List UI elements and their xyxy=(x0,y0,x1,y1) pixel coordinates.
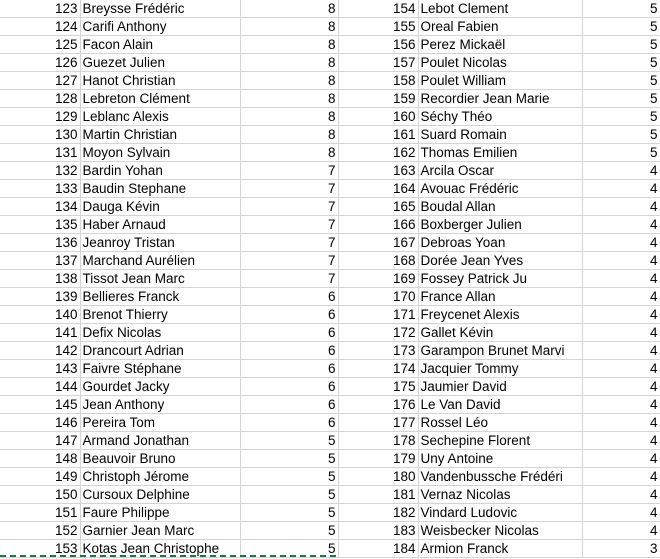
rank-cell-left[interactable]: 127 xyxy=(0,72,80,90)
score-cell-right[interactable]: 4 xyxy=(582,270,660,288)
rank-cell-left[interactable]: 133 xyxy=(0,180,80,198)
name-cell-right[interactable]: Garampon Brunet Marvi xyxy=(418,342,582,360)
score-cell-right[interactable]: 4 xyxy=(582,306,660,324)
name-cell-left[interactable]: Faure Philippe xyxy=(80,504,240,522)
rank-cell-left[interactable]: 131 xyxy=(0,144,80,162)
score-cell-left[interactable]: 7 xyxy=(240,234,338,252)
rank-cell-right[interactable]: 180 xyxy=(338,468,418,486)
score-cell-right[interactable]: 5 xyxy=(582,54,660,72)
rank-cell-right[interactable]: 172 xyxy=(338,324,418,342)
score-cell-left[interactable]: 6 xyxy=(240,396,338,414)
rank-cell-right[interactable]: 176 xyxy=(338,396,418,414)
rank-cell-left[interactable]: 139 xyxy=(0,288,80,306)
rank-cell-right[interactable]: 156 xyxy=(338,36,418,54)
score-cell-left[interactable]: 8 xyxy=(240,126,338,144)
table-row xyxy=(0,468,660,486)
name-cell-left[interactable]: Jeanroy Tristan xyxy=(80,234,240,252)
table-row xyxy=(0,252,660,270)
score-cell-left[interactable]: 5 xyxy=(240,522,338,540)
name-cell-left[interactable]: Dauga Kévin xyxy=(80,198,240,216)
rank-cell-left[interactable]: 144 xyxy=(0,378,80,396)
table-row xyxy=(0,414,660,432)
table-row xyxy=(0,396,660,414)
score-cell-left[interactable]: 8 xyxy=(240,108,338,126)
rank-cell-right[interactable]: 181 xyxy=(338,486,418,504)
name-cell-left[interactable]: Tissot Jean Marc xyxy=(80,270,240,288)
name-cell-right[interactable]: Thomas Emilien xyxy=(418,144,582,162)
score-cell-left[interactable]: 5 xyxy=(240,432,338,450)
name-cell-left[interactable]: Gourdet Jacky xyxy=(80,378,240,396)
table-row xyxy=(0,126,660,144)
table-row xyxy=(0,342,660,360)
name-cell-right[interactable]: Dorée Jean Yves xyxy=(418,252,582,270)
score-cell-right[interactable]: 4 xyxy=(582,396,660,414)
rank-cell-right[interactable]: 157 xyxy=(338,54,418,72)
rank-cell-left[interactable]: 125 xyxy=(0,36,80,54)
rank-cell-right[interactable]: 168 xyxy=(338,252,418,270)
table-row xyxy=(0,504,660,522)
name-cell-left[interactable]: Carifi Anthony xyxy=(80,18,240,36)
score-cell-right[interactable]: 5 xyxy=(582,72,660,90)
table-row xyxy=(0,324,660,342)
rank-cell-right[interactable]: 173 xyxy=(338,342,418,360)
name-cell-left[interactable]: Beauvoir Bruno xyxy=(80,450,240,468)
score-cell-right[interactable]: 4 xyxy=(582,522,660,540)
score-cell-left[interactable]: 6 xyxy=(240,360,338,378)
name-cell-left[interactable]: Brenot Thierry xyxy=(80,306,240,324)
rank-cell-right[interactable]: 169 xyxy=(338,270,418,288)
score-cell-left[interactable]: 7 xyxy=(240,180,338,198)
rank-cell-right[interactable]: 159 xyxy=(338,90,418,108)
name-cell-right[interactable]: Recordier Jean Marie xyxy=(418,90,582,108)
name-cell-left[interactable]: Drancourt Adrian xyxy=(80,342,240,360)
score-cell-left[interactable]: 8 xyxy=(240,18,338,36)
name-cell-right[interactable]: Arcila Oscar xyxy=(418,162,582,180)
rank-cell-right[interactable]: 166 xyxy=(338,216,418,234)
rank-cell-left[interactable]: 149 xyxy=(0,468,80,486)
table-row xyxy=(0,18,660,36)
score-cell-right[interactable]: 4 xyxy=(582,486,660,504)
rank-cell-left[interactable]: 146 xyxy=(0,414,80,432)
score-cell-left[interactable]: 7 xyxy=(240,162,338,180)
name-cell-right[interactable]: Suard Romain xyxy=(418,126,582,144)
table-row xyxy=(0,72,660,90)
table-row xyxy=(0,0,660,18)
name-cell-right[interactable]: Avouac Frédéric xyxy=(418,180,582,198)
name-cell-right[interactable]: Jacquier Tommy xyxy=(418,360,582,378)
rank-cell-right[interactable]: 161 xyxy=(338,126,418,144)
rank-cell-left[interactable]: 137 xyxy=(0,252,80,270)
table-row xyxy=(0,522,660,540)
rank-cell-right[interactable]: 171 xyxy=(338,306,418,324)
score-cell-right[interactable]: 4 xyxy=(582,342,660,360)
name-cell-left[interactable]: Defix Nicolas xyxy=(80,324,240,342)
name-cell-left[interactable]: Pereira Tom xyxy=(80,414,240,432)
score-cell-right[interactable]: 5 xyxy=(582,90,660,108)
rank-cell-right[interactable]: 177 xyxy=(338,414,418,432)
score-cell-right[interactable]: 4 xyxy=(582,432,660,450)
name-cell-right[interactable]: Armion Franck xyxy=(418,540,582,558)
rank-cell-left[interactable]: 124 xyxy=(0,18,80,36)
name-cell-left[interactable]: Faivre Stéphane xyxy=(80,360,240,378)
name-cell-right[interactable]: Debroas Yoan xyxy=(418,234,582,252)
score-cell-right[interactable]: 5 xyxy=(582,18,660,36)
rank-cell-left[interactable]: 152 xyxy=(0,522,80,540)
score-cell-right[interactable]: 3 xyxy=(582,540,660,558)
name-cell-right[interactable]: Boxberger Julien xyxy=(418,216,582,234)
name-cell-right[interactable]: France Allan xyxy=(418,288,582,306)
rank-cell-left[interactable]: 123 xyxy=(0,0,80,18)
score-cell-right[interactable]: 4 xyxy=(582,378,660,396)
name-cell-left[interactable]: Armand Jonathan xyxy=(80,432,240,450)
score-cell-left[interactable]: 8 xyxy=(240,72,338,90)
score-cell-left[interactable]: 7 xyxy=(240,198,338,216)
score-cell-left[interactable]: 8 xyxy=(240,54,338,72)
name-cell-left[interactable]: Hanot Christian xyxy=(80,72,240,90)
name-cell-left[interactable]: Marchand Aurélien xyxy=(80,252,240,270)
name-cell-left[interactable]: Garnier Jean Marc xyxy=(80,522,240,540)
score-cell-right[interactable]: 4 xyxy=(582,288,660,306)
table-row xyxy=(0,360,660,378)
score-cell-right[interactable]: 5 xyxy=(582,108,660,126)
score-cell-right[interactable]: 5 xyxy=(582,0,660,18)
score-cell-right[interactable]: 4 xyxy=(582,252,660,270)
name-cell-left[interactable]: Breysse Frédéric xyxy=(80,0,240,18)
rank-cell-right[interactable]: 170 xyxy=(338,288,418,306)
table-row xyxy=(0,306,660,324)
rank-cell-left[interactable]: 145 xyxy=(0,396,80,414)
rank-cell-left[interactable]: 134 xyxy=(0,198,80,216)
score-cell-left[interactable]: 5 xyxy=(240,450,338,468)
score-cell-right[interactable]: 4 xyxy=(582,234,660,252)
table-row xyxy=(0,234,660,252)
rank-cell-left[interactable]: 153 xyxy=(0,540,80,558)
table-row xyxy=(0,288,660,306)
name-cell-left[interactable]: Baudin Stephane xyxy=(80,180,240,198)
name-cell-left[interactable]: Martin Christian xyxy=(80,126,240,144)
rank-cell-left[interactable]: 128 xyxy=(0,90,80,108)
rank-cell-right[interactable]: 183 xyxy=(338,522,418,540)
name-cell-right[interactable]: Poulet William xyxy=(418,72,582,90)
name-cell-right[interactable]: Boudal Allan xyxy=(418,198,582,216)
rank-cell-left[interactable]: 136 xyxy=(0,234,80,252)
table-row xyxy=(0,270,660,288)
rank-cell-right[interactable]: 179 xyxy=(338,450,418,468)
rank-cell-right[interactable]: 167 xyxy=(338,234,418,252)
rank-cell-right[interactable]: 158 xyxy=(338,72,418,90)
rank-cell-left[interactable]: 130 xyxy=(0,126,80,144)
name-cell-right[interactable]: Sechepine Florent xyxy=(418,432,582,450)
name-cell-left[interactable]: Bellieres Franck xyxy=(80,288,240,306)
name-cell-right[interactable]: Freycenet Alexis xyxy=(418,306,582,324)
name-cell-left[interactable]: Cursoux Delphine xyxy=(80,486,240,504)
name-cell-right[interactable]: Uny Antoine xyxy=(418,450,582,468)
score-cell-right[interactable]: 4 xyxy=(582,450,660,468)
score-cell-right[interactable]: 4 xyxy=(582,414,660,432)
name-cell-left[interactable]: Kotas Jean Christophe xyxy=(80,540,240,558)
name-cell-right[interactable]: Vandenbussche Frédéri xyxy=(418,468,582,486)
table-row xyxy=(0,450,660,468)
rank-cell-right[interactable]: 178 xyxy=(338,432,418,450)
rank-cell-left[interactable]: 135 xyxy=(0,216,80,234)
score-cell-right[interactable]: 4 xyxy=(582,216,660,234)
name-cell-right[interactable]: Gallet Kévin xyxy=(418,324,582,342)
rank-cell-left[interactable]: 147 xyxy=(0,432,80,450)
score-cell-right[interactable]: 4 xyxy=(582,324,660,342)
score-cell-left[interactable]: 5 xyxy=(240,468,338,486)
score-cell-left[interactable]: 6 xyxy=(240,324,338,342)
score-cell-left[interactable]: 6 xyxy=(240,288,338,306)
score-cell-left[interactable]: 8 xyxy=(240,36,338,54)
table-row xyxy=(0,36,660,54)
table-row xyxy=(0,162,660,180)
score-cell-right[interactable]: 5 xyxy=(582,126,660,144)
score-cell-right[interactable]: 4 xyxy=(582,180,660,198)
rank-cell-left[interactable]: 143 xyxy=(0,360,80,378)
score-cell-left[interactable]: 8 xyxy=(240,144,338,162)
score-cell-left[interactable]: 8 xyxy=(240,90,338,108)
name-cell-left[interactable]: Jean Anthony xyxy=(80,396,240,414)
name-cell-right[interactable]: Vernaz Nicolas xyxy=(418,486,582,504)
name-cell-right[interactable]: Fossey Patrick Ju xyxy=(418,270,582,288)
name-cell-right[interactable]: Séchy Théo xyxy=(418,108,582,126)
score-cell-left[interactable]: 7 xyxy=(240,216,338,234)
name-cell-right[interactable]: Weisbecker Nicolas xyxy=(418,522,582,540)
name-cell-right[interactable]: Rossel Léo xyxy=(418,414,582,432)
table-row xyxy=(0,108,660,126)
table-row xyxy=(0,198,660,216)
rank-cell-right[interactable]: 174 xyxy=(338,360,418,378)
rank-cell-right[interactable]: 175 xyxy=(338,378,418,396)
name-cell-left[interactable]: Guezet Julien xyxy=(80,54,240,72)
rank-cell-right[interactable]: 164 xyxy=(338,180,418,198)
rank-cell-left[interactable]: 151 xyxy=(0,504,80,522)
rank-cell-right[interactable]: 162 xyxy=(338,144,418,162)
rank-cell-right[interactable]: 165 xyxy=(338,198,418,216)
rank-cell-left[interactable]: 141 xyxy=(0,324,80,342)
rank-cell-right[interactable]: 160 xyxy=(338,108,418,126)
score-cell-left[interactable]: 5 xyxy=(240,540,338,558)
rank-cell-right[interactable]: 184 xyxy=(338,540,418,558)
rank-cell-right[interactable]: 182 xyxy=(338,504,418,522)
table-row xyxy=(0,378,660,396)
name-cell-right[interactable]: Le Van David xyxy=(418,396,582,414)
name-cell-right[interactable]: Oreal Fabien xyxy=(418,18,582,36)
name-cell-left[interactable]: Facon Alain xyxy=(80,36,240,54)
score-cell-left[interactable]: 5 xyxy=(240,486,338,504)
score-cell-left[interactable]: 7 xyxy=(240,252,338,270)
table-row xyxy=(0,486,660,504)
score-cell-right[interactable]: 5 xyxy=(582,36,660,54)
rank-cell-right[interactable]: 154 xyxy=(338,0,418,18)
score-cell-right[interactable]: 4 xyxy=(582,468,660,486)
rank-cell-left[interactable]: 126 xyxy=(0,54,80,72)
name-cell-right[interactable]: Poulet Nicolas xyxy=(418,54,582,72)
rank-cell-left[interactable]: 140 xyxy=(0,306,80,324)
name-cell-right[interactable]: Jaumier David xyxy=(418,378,582,396)
score-cell-right[interactable]: 4 xyxy=(582,162,660,180)
score-cell-right[interactable]: 5 xyxy=(582,144,660,162)
score-cell-left[interactable]: 7 xyxy=(240,270,338,288)
table-row xyxy=(0,216,660,234)
table-row xyxy=(0,144,660,162)
name-cell-right[interactable]: Lebot Clement xyxy=(418,0,582,18)
name-cell-right[interactable]: Perez Mickaël xyxy=(418,36,582,54)
rank-cell-right[interactable]: 163 xyxy=(338,162,418,180)
table-row xyxy=(0,90,660,108)
rank-cell-left[interactable]: 138 xyxy=(0,270,80,288)
score-cell-right[interactable]: 4 xyxy=(582,360,660,378)
name-cell-left[interactable]: Leblanc Alexis xyxy=(80,108,240,126)
score-cell-left[interactable]: 6 xyxy=(240,306,338,324)
rank-cell-left[interactable]: 132 xyxy=(0,162,80,180)
score-cell-left[interactable]: 5 xyxy=(240,504,338,522)
name-cell-left[interactable]: Bardin Yohan xyxy=(80,162,240,180)
table-row xyxy=(0,180,660,198)
name-cell-right[interactable]: Vindard Ludovic xyxy=(418,504,582,522)
rank-cell-left[interactable]: 129 xyxy=(0,108,80,126)
score-cell-left[interactable]: 6 xyxy=(240,342,338,360)
name-cell-left[interactable]: Haber Arnaud xyxy=(80,216,240,234)
rank-cell-right[interactable]: 155 xyxy=(338,18,418,36)
score-cell-left[interactable]: 6 xyxy=(240,378,338,396)
rank-cell-left[interactable]: 142 xyxy=(0,342,80,360)
table-row xyxy=(0,54,660,72)
copy-selection-marker xyxy=(0,555,336,557)
score-cell-left[interactable]: 6 xyxy=(240,414,338,432)
table-row xyxy=(0,432,660,450)
score-cell-right[interactable]: 4 xyxy=(582,504,660,522)
name-cell-left[interactable]: Lebreton Clément xyxy=(80,90,240,108)
score-cell-right[interactable]: 4 xyxy=(582,198,660,216)
name-cell-left[interactable]: Moyon Sylvain xyxy=(80,144,240,162)
name-cell-left[interactable]: Christoph Jérome xyxy=(80,468,240,486)
rank-cell-left[interactable]: 150 xyxy=(0,486,80,504)
rank-cell-left[interactable]: 148 xyxy=(0,450,80,468)
score-cell-left[interactable]: 8 xyxy=(240,0,338,18)
